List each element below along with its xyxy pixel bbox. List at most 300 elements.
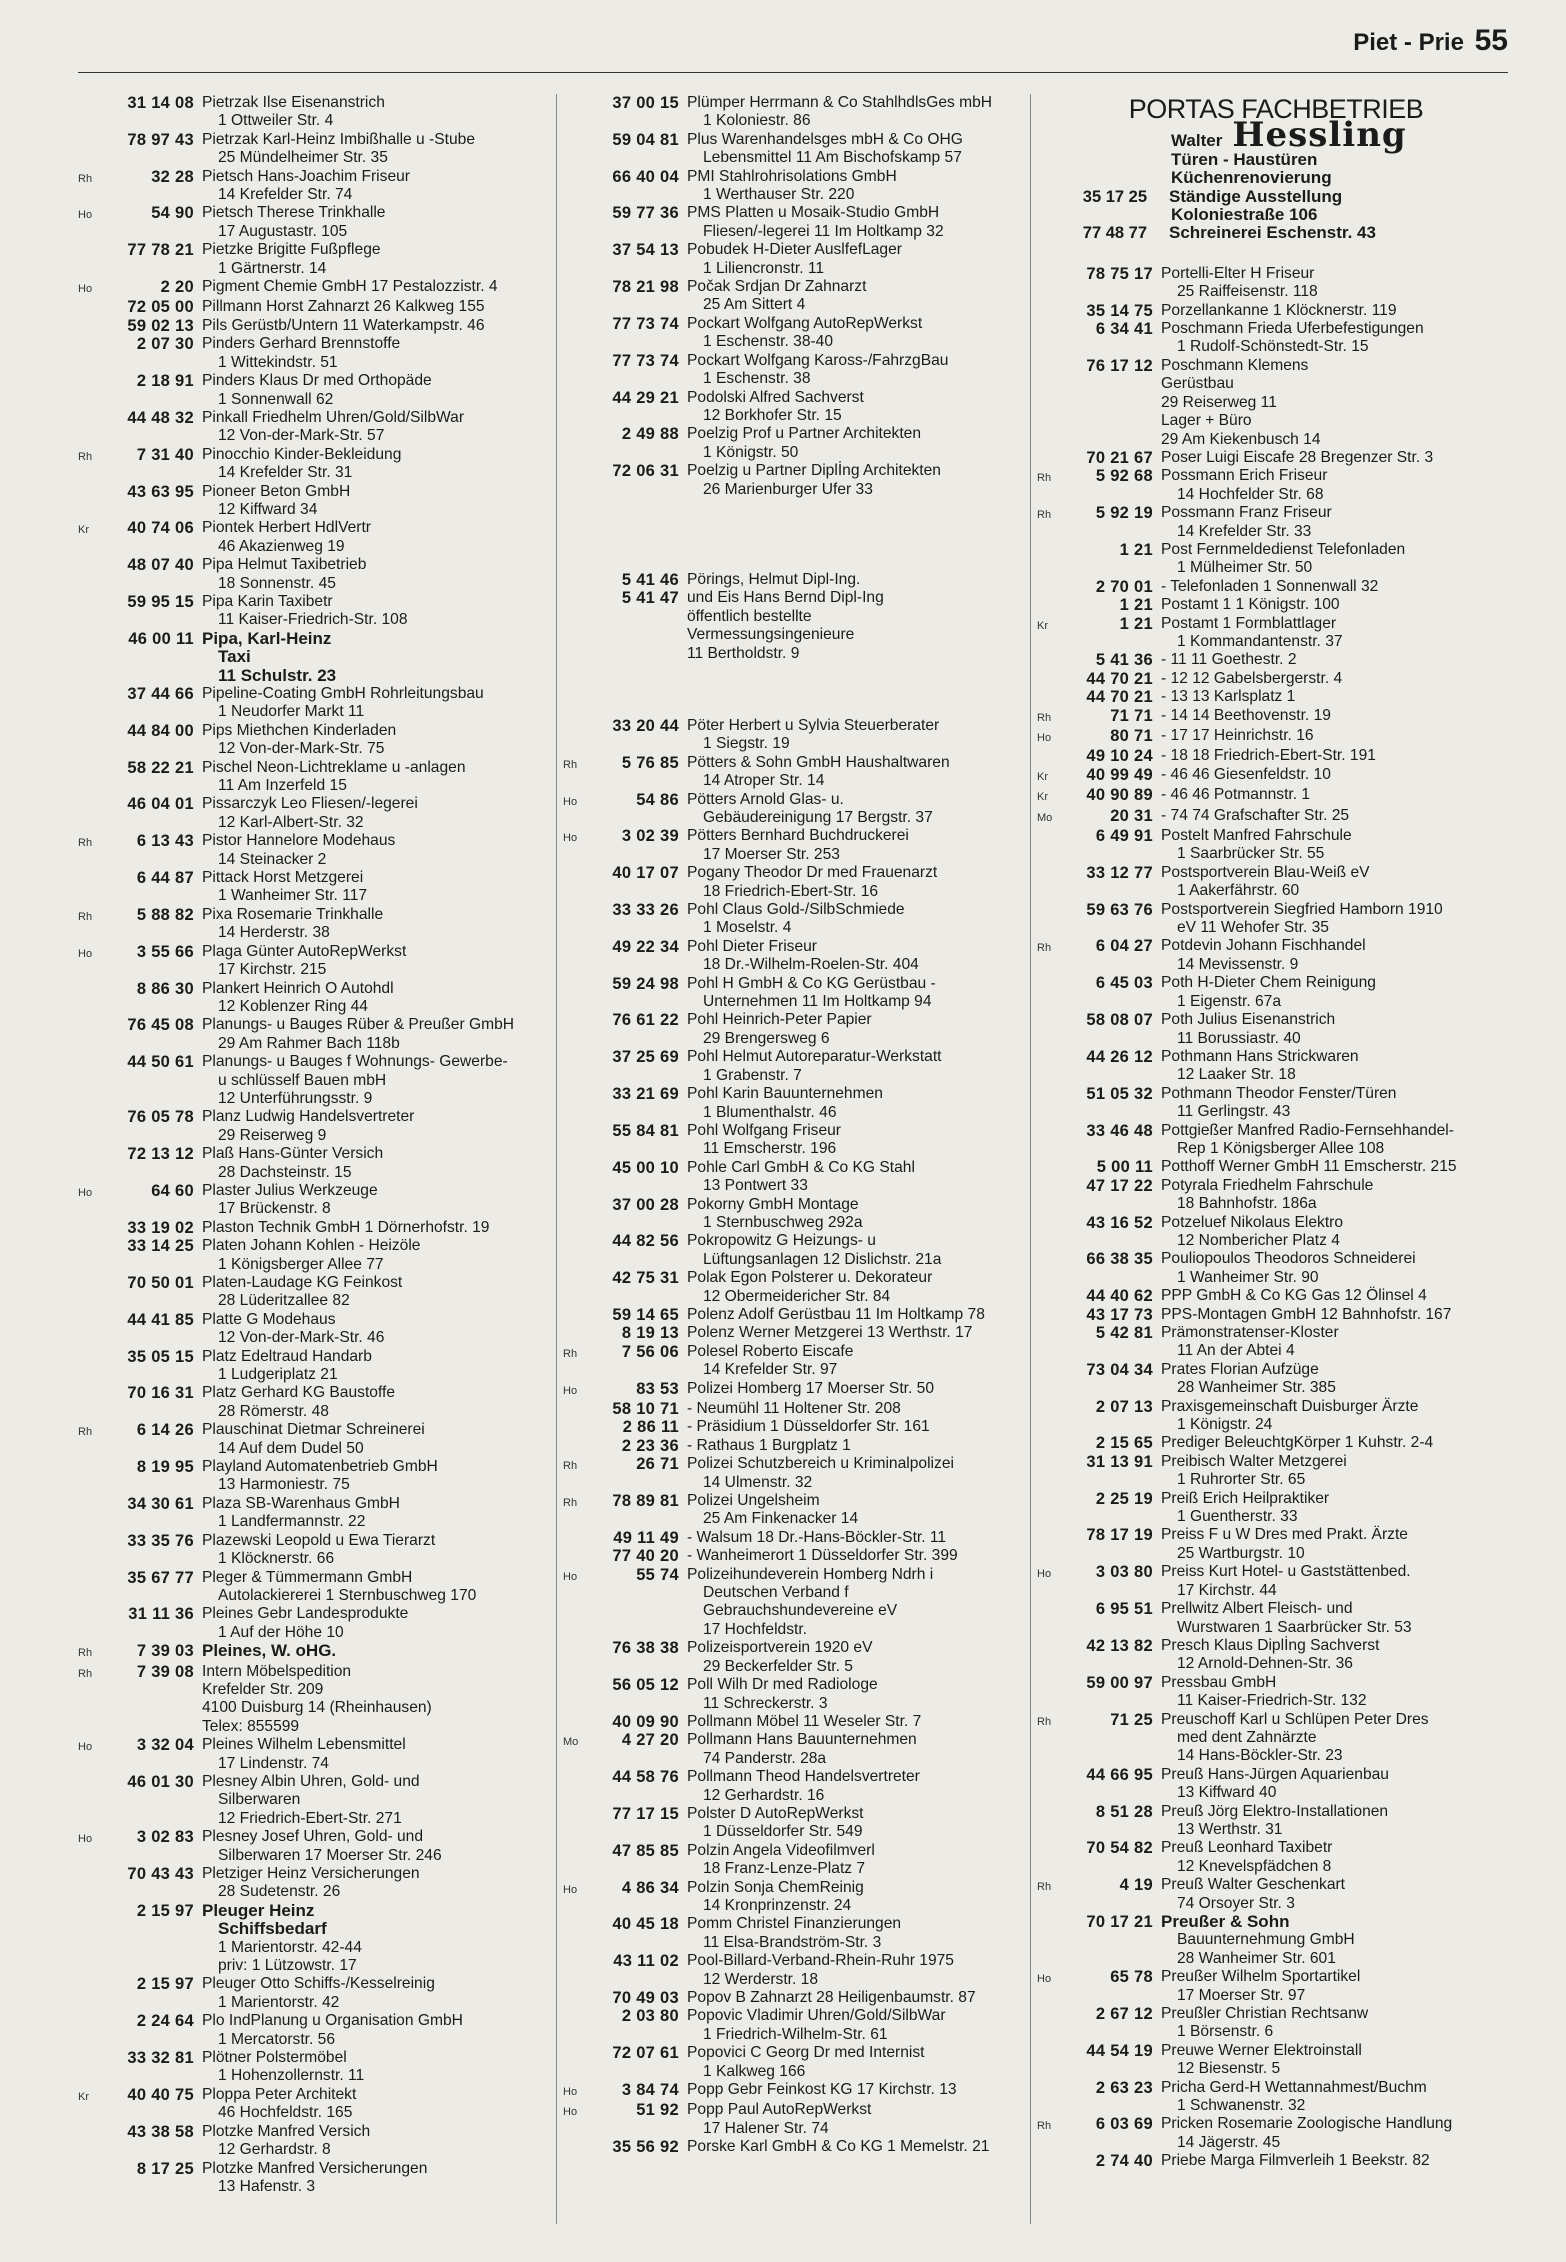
listing-text [1161, 766, 1515, 786]
listing-name: Plesney Albin Uhren, Gold- und [202, 1772, 420, 1790]
phone-number: 44 26 12 [1086, 1047, 1153, 1066]
column-2 [556, 94, 1033, 2224]
listing-name: Popp Gebr Feinkost KG 17 Kirchstr. 13 [687, 2081, 957, 2099]
district-prefix [78, 1219, 100, 1237]
listing-text [1161, 1600, 1515, 1637]
district-prefix: Ho [563, 1384, 578, 1397]
listing-entry [78, 2086, 554, 2123]
district-prefix [1037, 1913, 1059, 1968]
listing-name: - 13 13 Karlsplatz 1 [1161, 688, 1296, 706]
listing-text [1161, 1674, 1515, 1711]
listing-name: Pipa, Karl-Heinz [202, 628, 332, 648]
phone-number: 5 41 36 [1095, 651, 1153, 670]
district-prefix [1037, 320, 1059, 357]
listing-detail: Silberwaren 17 Moerser Str. 246 [218, 1846, 442, 1864]
district-prefix: Rh [78, 1667, 93, 1680]
listing-name: Pischel Neon-Lichtreklame u -anlagen [202, 758, 466, 776]
listing-entry [563, 1492, 1033, 1529]
phone-number: 80 71 [1110, 727, 1153, 745]
district-prefix [1037, 901, 1059, 938]
listing-text [687, 791, 1033, 828]
district-prefix [563, 1547, 585, 1565]
listing-text [202, 1865, 554, 1902]
district-prefix [78, 2123, 100, 2160]
district-prefix [563, 131, 585, 168]
listing-detail: 17 Brückenstr. 8 [218, 1200, 331, 1218]
listing-detail: Silberwaren [218, 1791, 301, 1809]
listing-entry [78, 795, 554, 832]
district-prefix [563, 241, 585, 278]
phone-number: 44 40 62 [1086, 1287, 1153, 1306]
district-prefix [1037, 2079, 1059, 2116]
listing-detail: 28 Wanheimer Str. 601 [1177, 1949, 1336, 1967]
listing-entry [563, 1879, 1033, 1916]
phone-number: 5 41 46 [621, 570, 679, 589]
listing-detail: Gebäudereinigung 17 Bergstr. 37 [703, 809, 933, 826]
district-prefix: Ho [78, 947, 93, 960]
listing-detail: 29 Reiserweg 9 [218, 1126, 327, 1144]
listing-text [1161, 1563, 1515, 1600]
listing-text [687, 1952, 1033, 1989]
listing-entry [563, 2138, 1033, 2156]
phone-number: 8 17 25 [136, 2159, 194, 2178]
listing-name: Pöter Herbert u Sylvia Steuerberater [687, 716, 940, 734]
listing-text [1161, 1287, 1515, 1305]
listing-detail: 14 Herderstr. 38 [218, 924, 330, 942]
phone-number: 2 67 12 [1095, 2005, 1153, 2024]
listing-name: - 46 46 Potmannstr. 1 [1161, 786, 1311, 804]
listing-entry [563, 1085, 1033, 1122]
listing-text [1161, 1490, 1515, 1527]
district-prefix [1037, 688, 1059, 706]
district-prefix [563, 1842, 585, 1879]
district-prefix [1037, 265, 1059, 302]
listing-text [1161, 670, 1515, 688]
listing-detail: Schiffsbedarf [218, 1919, 327, 1939]
phone-number: 78 21 98 [612, 278, 679, 297]
phone-number: 7 56 06 [621, 1342, 679, 1361]
listing-entry [78, 94, 554, 131]
listing-name: Plaga Günter AutoRepWerkst [202, 942, 407, 960]
listing-text [687, 241, 1033, 278]
listing-detail: 14 Mevissenstr. 9 [1177, 955, 1299, 973]
listing-entry [1037, 747, 1515, 765]
phone-number: 5 88 82 [136, 905, 194, 924]
district-prefix: Rh [1037, 2120, 1052, 2133]
listing-name: Pötters & Sohn GmbH Haushaltwaren [687, 753, 950, 771]
listing-text [1161, 1306, 1515, 1324]
phone-number: 44 66 95 [1086, 1765, 1153, 1784]
listing-entry [563, 1989, 1033, 2007]
listing-name: Postamt 1 Formblattlager [1161, 614, 1337, 632]
listing-detail: 1 Schwanenstr. 32 [1177, 2097, 1306, 2115]
listing-text [202, 2049, 554, 2086]
listing-detail: 13 Harmoniestr. 75 [218, 1476, 350, 1494]
listing-detail: med dent Zahnärzte [1177, 1728, 1317, 1746]
listing-entry [1037, 864, 1515, 901]
listing-name: Polizeihundeverein Homberg Ndrh i [687, 1565, 934, 1583]
listing-text [202, 446, 554, 483]
ad-brand: PORTAS FACHBETRIEB [1128, 94, 1424, 124]
district-prefix [78, 2160, 100, 2197]
listing-text [202, 1736, 554, 1773]
listing-detail: 1 Liliencronstr. 11 [703, 259, 825, 277]
district-prefix [563, 1952, 585, 1989]
phone-number: 72 13 12 [127, 1145, 194, 1164]
district-prefix [1037, 578, 1059, 596]
phone-number: 1 21 [1119, 596, 1153, 615]
listing-detail: 46 Akazienweg 19 [218, 537, 345, 555]
listing-entry [78, 943, 554, 980]
listing-entry [1037, 807, 1515, 827]
listing-name: Pohl H GmbH & Co KG Gerüstbau - [687, 974, 936, 992]
listing-text [687, 204, 1033, 241]
listing-entry [563, 1011, 1033, 1048]
listing-text [1161, 1048, 1515, 1085]
listing-detail: 12 Karl-Albert-Str. 32 [218, 813, 364, 831]
listing-text [202, 759, 554, 796]
listing-entry [78, 409, 554, 446]
listing-text [687, 352, 1033, 389]
listing-text [687, 1400, 1033, 1418]
listing-name: Pleines, W. oHG. [202, 1641, 337, 1661]
listing-entry [78, 2160, 554, 2197]
listing-text [1161, 1803, 1515, 1840]
listing-entry [78, 1975, 554, 2012]
phone-number: 58 22 21 [127, 758, 194, 777]
listing-text [687, 1324, 1033, 1342]
listing-entry [563, 791, 1033, 828]
listing-text [202, 1421, 554, 1458]
listing-detail: 1 Saarbrücker Str. 55 [1177, 845, 1325, 863]
listing-name: Pollmann Möbel 11 Weseler Str. 7 [687, 1712, 922, 1730]
phone-number: 3 02 83 [136, 1828, 194, 1847]
listing-name: Plotzke Manfred Versicherungen [202, 2159, 428, 2177]
district-prefix: Kr [78, 2090, 89, 2103]
listing-entry [78, 1736, 554, 1773]
phone-number: 47 17 22 [1086, 1176, 1153, 1195]
listing-text [687, 1455, 1033, 1492]
phone-number: 44 70 21 [1086, 669, 1153, 688]
listing-entry [1037, 1711, 1515, 1766]
district-prefix [78, 1605, 100, 1642]
listing-text [202, 168, 554, 205]
district-prefix [1037, 1803, 1059, 1840]
listing-entry [78, 593, 554, 630]
listing-name: Plus Warenhandelsges mbH & Co OHG [687, 130, 963, 148]
spacer [563, 553, 1033, 571]
spacer [563, 535, 1033, 553]
district-prefix [78, 1016, 100, 1053]
district-prefix: Rh [78, 1647, 93, 1660]
listing-detail: 1 Wanheimer Str. 117 [218, 887, 368, 905]
district-prefix [563, 717, 585, 754]
listing-entry [563, 1566, 1033, 1640]
listing-text [1161, 827, 1515, 864]
district-prefix [1037, 1287, 1059, 1305]
listing-entry [78, 131, 554, 168]
listing-name: Pietrzak Ilse Eisenanstrich [202, 94, 385, 111]
phone-number: 77 40 20 [612, 1547, 679, 1566]
listing-name: Prämonstratenser-Kloster [1161, 1324, 1339, 1341]
listing-name: Plo IndPlanung u Organisation GmbH [202, 2012, 463, 2030]
district-prefix [563, 1639, 585, 1676]
listing-name: Polster D AutoRepWerkst [687, 1804, 864, 1822]
district-prefix [78, 759, 100, 796]
district-prefix: Ho [78, 1741, 93, 1754]
listing-entry [1037, 1398, 1515, 1435]
listing-text [1161, 1913, 1515, 1968]
listing-entry [563, 589, 1033, 663]
district-prefix [1037, 2005, 1059, 2042]
listing-text [202, 795, 554, 832]
district-prefix [563, 2138, 585, 2156]
listing-text [1161, 302, 1515, 320]
phone-number: 70 17 21 [1086, 1913, 1153, 1931]
listing-name: Poser Luigi Eiscafe 28 Bregenzer Str. 3 [1161, 448, 1434, 466]
listing-name: Polizei Schutzbereich u Kriminalpolizei [687, 1455, 954, 1473]
listing-entry [1037, 1839, 1515, 1876]
district-prefix [78, 1865, 100, 1902]
listing-text [1161, 320, 1515, 357]
phone-number: 34 30 61 [127, 1494, 194, 1513]
listing-entry [563, 717, 1033, 754]
phone-number: 40 99 49 [1086, 765, 1153, 784]
listing-detail: 11 Emscherstr. 196 [703, 1140, 837, 1158]
listing-name: PPP GmbH & Co KG Gas 12 Ölinsel 4 [1161, 1287, 1427, 1305]
listing-detail: öffentlich bestellte [687, 607, 812, 625]
listing-text [202, 1975, 554, 2012]
listing-name: Potzeluef Nikolaus Elektro [1161, 1213, 1344, 1231]
phone-number: 5 00 11 [1096, 1158, 1153, 1177]
listing-text [202, 685, 554, 722]
listing-name: Pricken Rosemarie Zoologische Handlung [1161, 2115, 1453, 2133]
listing-name: Popovic Vladimir Uhren/Gold/SilbWar [687, 2007, 946, 2025]
spacer [563, 499, 1033, 517]
listing-detail: Rep 1 Königsberger Allee 108 [1177, 1139, 1385, 1157]
listing-entry [1037, 2115, 1515, 2152]
listing-detail: 29 Reiserweg 11 [1161, 393, 1277, 411]
ad-row [1082, 186, 1515, 206]
listing-name: Pool-Billard-Verband-Rhein-Ruhr 1975 [687, 1952, 954, 1970]
phone-number: 33 21 69 [612, 1085, 679, 1104]
district-prefix [563, 1011, 585, 1048]
listing-name: Preuß Jörg Elektro-Installationen [1161, 1802, 1389, 1820]
listing-text [202, 335, 554, 372]
listing-text [1161, 1968, 1515, 2005]
ad-name-line [1171, 115, 1515, 156]
listing-name: Prates Florian Aufzüge [1161, 1360, 1319, 1378]
listing-entry [1037, 786, 1515, 806]
listing-text [687, 1639, 1033, 1676]
listing-name: Platen Johann Kohlen - Heizöle [202, 1237, 421, 1255]
listing-name: Pistor Hannelore Modehaus [202, 832, 396, 850]
listing-text [687, 827, 1033, 864]
district-prefix [78, 795, 100, 832]
phone-number: 40 90 89 [1086, 786, 1153, 805]
listing-name: Pohl Wolfgang Friseur [687, 1121, 841, 1139]
listing-text [202, 1828, 554, 1865]
district-prefix [1037, 1214, 1059, 1251]
listing-detail: 1 Ruhrorter Str. 65 [1177, 1471, 1306, 1489]
phone-number: 2 20 [160, 278, 194, 297]
listing-name: Pokropowitz G Heizungs- u [687, 1232, 876, 1250]
phone-number: 3 55 66 [136, 942, 194, 961]
district-prefix: Ho [563, 1570, 578, 1583]
listing-entry [1037, 1306, 1515, 1324]
listing-detail: 1 Auf der Höhe 10 [218, 1623, 344, 1641]
listing-name: Pobudek H-Dieter AuslfefLager [687, 241, 902, 259]
listing-entry [563, 1400, 1033, 1418]
phone-number: 44 84 00 [127, 721, 194, 740]
listing-name: Pletziger Heinz Versicherungen [202, 1865, 420, 1882]
listing-detail: 74 Panderstr. 28a [703, 1749, 827, 1767]
phone-number: 33 19 02 [127, 1218, 194, 1237]
listing-text [1161, 596, 1515, 614]
listing-entry [78, 1145, 554, 1182]
listing-detail: 1 Eschenstr. 38 [703, 370, 811, 388]
listing-detail: 1 Moselstr. 4 [703, 919, 792, 937]
listing-entry [563, 425, 1033, 462]
listing-entry [1037, 651, 1515, 669]
listing-text [687, 975, 1033, 1012]
listing-entry [563, 1768, 1033, 1805]
listing-text [687, 901, 1033, 938]
ad-line: Schreinerei Eschenstr. 43 [1169, 223, 1376, 243]
district-prefix: Ho [78, 1186, 93, 1199]
listing-entry [1037, 1674, 1515, 1711]
listing-text [202, 2012, 554, 2049]
listing-text [202, 298, 554, 316]
listing-name: Pohl Karin Bauunternehmen [687, 1085, 883, 1103]
listing-text [202, 1219, 554, 1237]
listing-name: Pockart Wolfgang AutoRepWerkst [687, 314, 923, 332]
listing-detail: 1 Ottweiler Str. 4 [218, 112, 334, 130]
phone-number: 64 60 [151, 1181, 194, 1200]
listing-entry [1037, 1434, 1515, 1452]
district-prefix: Rh [1037, 942, 1052, 955]
listing-detail: 1 Gärtnerstr. 14 [218, 259, 327, 277]
listing-entry [1037, 302, 1515, 320]
listing-detail: 74 Orsoyer Str. 3 [1177, 1894, 1295, 1912]
listing-text [687, 1989, 1033, 2007]
listing-entry [1037, 901, 1515, 938]
phone-number: 33 32 81 [127, 2049, 194, 2068]
district-prefix [563, 1915, 585, 1952]
district-prefix: Ho [563, 2106, 578, 2119]
listing-detail: 12 Von-der-Mark-Str. 75 [218, 740, 385, 758]
listing-detail: Lager + Büro [1161, 412, 1252, 430]
phone-number: 37 25 69 [612, 1048, 679, 1067]
phone-number: 35 67 77 [127, 1568, 194, 1587]
ad-first-name: Walter [1171, 131, 1223, 151]
listing-detail: u schlüsself Bauen mbH [218, 1071, 387, 1089]
listing-detail: eV 11 Wehofer Str. 35 [1177, 919, 1329, 937]
listing-text [687, 462, 1033, 499]
listing-name: Plaster Julius Werkzeuge [202, 1181, 378, 1199]
listing-text [1161, 1453, 1515, 1490]
listing-text [1161, 1766, 1515, 1803]
district-prefix: Rh [1037, 711, 1052, 724]
district-prefix: Ho [78, 209, 93, 222]
listing-detail: 1 Wittekindstr. 51 [218, 353, 338, 371]
phone-number: 76 38 38 [612, 1639, 679, 1658]
phone-number: 70 54 82 [1086, 1839, 1153, 1858]
listing-entry [563, 1842, 1033, 1879]
listing-detail: 13 Kiffward 40 [1177, 1784, 1277, 1802]
phone-number: 47 85 85 [612, 1841, 679, 1860]
district-prefix [78, 1348, 100, 1385]
listing-detail: 17 Hochfeldstr. [703, 1620, 808, 1638]
district-prefix [563, 462, 585, 499]
listing-entry [563, 864, 1033, 901]
listing-text [202, 2086, 554, 2123]
phone-number: 33 33 26 [612, 901, 679, 920]
listing-name: Poth H-Dieter Chem Reinigung [1161, 974, 1376, 992]
listing-detail: 11 Gerlingstr. 43 [1177, 1103, 1291, 1121]
district-prefix [1037, 1674, 1059, 1711]
listing-text [687, 938, 1033, 975]
listing-name: Pohl Claus Gold-/SilbSchmiede [687, 901, 905, 919]
district-prefix: Ho [78, 283, 93, 296]
phone-number: 55 74 [636, 1565, 679, 1584]
district-prefix: Rh [78, 837, 93, 850]
phone-number: 58 10 71 [612, 1400, 679, 1418]
listing-entry [1037, 1177, 1515, 1214]
listing-entry [1037, 578, 1515, 596]
listing-text [1161, 651, 1515, 669]
phone-number: 2 24 64 [136, 2012, 194, 2031]
phone-number: 40 17 07 [612, 864, 679, 883]
listing-name: Polizei Ungelsheim [687, 1492, 820, 1510]
listing-entry [563, 352, 1033, 389]
listing-entry [563, 131, 1033, 168]
listing-detail: 14 Atroper Str. 14 [703, 772, 825, 790]
listing-name: - Neumühl 11 Holtener Str. 208 [687, 1400, 901, 1417]
listing-entry [78, 1421, 554, 1458]
district-prefix [563, 975, 585, 1012]
listing-detail: 11 Kaiser-Friedrich-Str. 108 [218, 611, 408, 629]
listing-detail: 12 Nombericher Platz 4 [1177, 1231, 1340, 1249]
listing-text [687, 1380, 1033, 1400]
listing-entry [78, 335, 554, 372]
listing-name: Preußler Christian Rechtsanw [1161, 2005, 1369, 2023]
listing-name: Platen-Laudage KG Feinkost [202, 1274, 403, 1291]
listing-entry [563, 1713, 1033, 1731]
district-prefix: Mo [563, 1736, 579, 1749]
listing-entry [1037, 827, 1515, 864]
listing-name: Pixa Rosemarie Trinkhalle [202, 905, 384, 923]
listing-entry [1037, 727, 1515, 747]
listing-detail: 17 Lindenstr. 74 [218, 1754, 329, 1772]
district-prefix: Ho [78, 1833, 93, 1846]
listing-name: Pillmann Horst Zahnarzt 26 Kalkweg 155 [202, 298, 485, 316]
listing-text [687, 1731, 1033, 1768]
listing-name: - 14 14 Beethovenstr. 19 [1161, 706, 1331, 724]
listing-entry [78, 630, 554, 685]
listing-text [687, 589, 1033, 663]
listing-entry [78, 1642, 554, 1662]
listing-name: Poelzig u Partner Diplİng Architekten [687, 462, 941, 480]
listing-detail: Deutschen Verband f [703, 1584, 849, 1602]
phone-number: 44 82 56 [612, 1232, 679, 1251]
listing-detail: 12 Laaker Str. 18 [1177, 1066, 1296, 1084]
district-prefix [78, 317, 100, 335]
listing-text [1161, 1361, 1515, 1398]
listing-name: Postamt 1 1 Königstr. 100 [1161, 596, 1340, 614]
listing-entry [1037, 1803, 1515, 1840]
phone-number: 59 02 13 [127, 316, 194, 335]
